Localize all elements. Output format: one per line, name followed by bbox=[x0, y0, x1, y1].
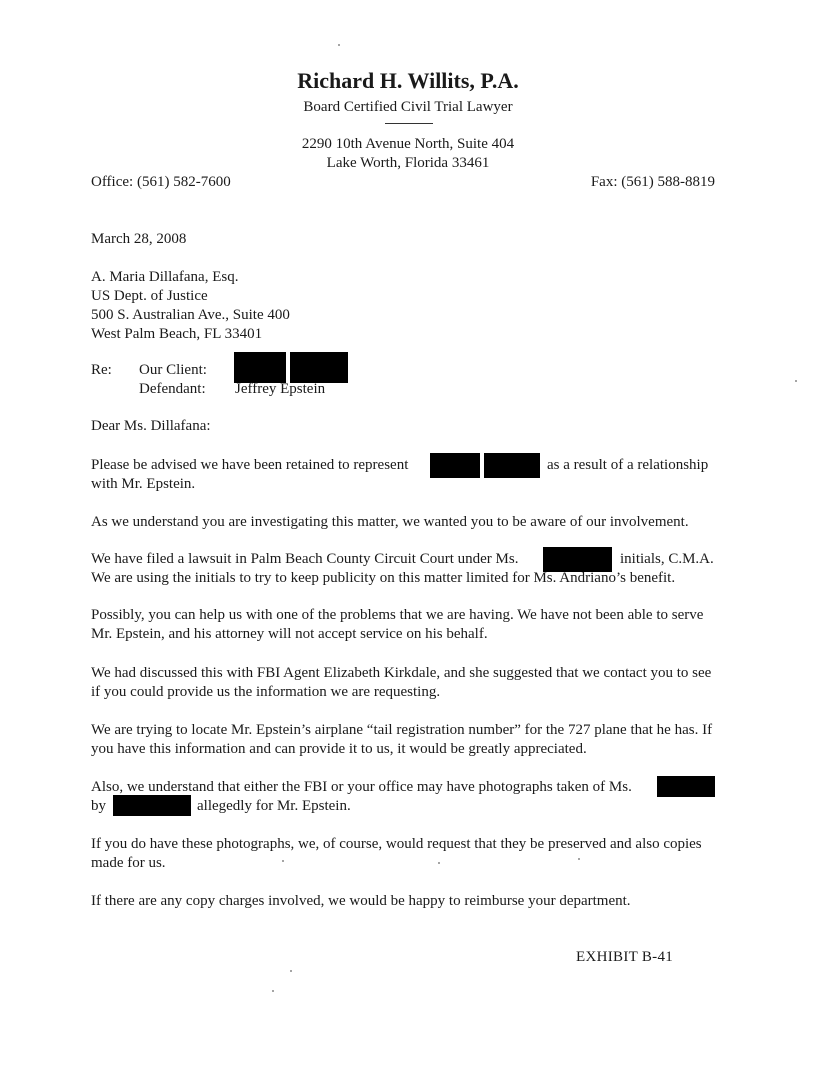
firm-subtitle: Board Certified Civil Trial Lawyer bbox=[303, 99, 513, 115]
redaction-box bbox=[113, 795, 191, 816]
letter-date: March 28, 2008 bbox=[91, 231, 187, 247]
paragraph-1-start: Please be advised we have been retained to represent bbox=[91, 457, 409, 473]
recipient-city: West Palm Beach, FL 33401 bbox=[91, 326, 263, 342]
recipient-org: US Dept. of Justice bbox=[91, 288, 208, 304]
redaction-box bbox=[430, 453, 480, 478]
paragraph-7-start: Also, we understand that either the FBI or your office may have photographs taken of Ms. bbox=[91, 779, 632, 795]
scan-speck bbox=[438, 862, 440, 864]
paragraph-7-end: allegedly for Mr. Epstein. bbox=[197, 798, 351, 814]
paragraph-1-mid: as a result of a relationship bbox=[547, 457, 709, 473]
paragraph-1-end: with Mr. Epstein. bbox=[91, 476, 196, 492]
paragraph-3-start: We have filed a lawsuit in Palm Beach County Circuit Court under Ms. bbox=[91, 551, 519, 567]
office-phone: Office: (561) 582-7600 bbox=[91, 174, 231, 190]
paragraph-4: Possibly, you can help us with one of the problems that we are having. We have not been able to serve Mr. Epstein, and his attorney will not accept service on his behalf. bbox=[91, 607, 704, 642]
paragraph-2: As we understand you are investigating this matter, we wanted you to be aware of our involvement. bbox=[91, 514, 689, 530]
redaction-box bbox=[234, 352, 286, 383]
redaction-box bbox=[657, 776, 715, 797]
re-client-label: Our Client: bbox=[139, 362, 207, 378]
firm-address-line1: 2290 10th Avenue North, Suite 404 bbox=[301, 136, 515, 152]
firm-name: Richard H. Willits, P.A. bbox=[297, 68, 519, 93]
scan-speck bbox=[578, 858, 580, 860]
salutation: Dear Ms. Dillafana: bbox=[91, 418, 211, 434]
re-defendant-name: Jeffrey Epstein bbox=[235, 381, 326, 397]
scan-speck bbox=[290, 970, 292, 972]
scan-speck bbox=[282, 860, 284, 862]
scan-speck bbox=[338, 44, 340, 46]
recipient-street: 500 S. Australian Ave., Suite 400 bbox=[91, 307, 290, 323]
paragraph-3-end: We are using the initials to try to keep publicity on this matter limited for Ms. Andriano’s benefit. bbox=[91, 570, 676, 586]
redaction-box bbox=[290, 352, 348, 383]
paragraph-8: If you do have these photographs, we, of course, would request that they be preserved and also copies made for us. bbox=[91, 836, 702, 871]
re-label: Re: bbox=[91, 362, 112, 378]
fax-number: Fax: (561) 588-8819 bbox=[590, 174, 715, 190]
paragraph-9: If there are any copy charges involved, we would be happy to reimburse your department. bbox=[91, 893, 631, 909]
letterhead-divider bbox=[385, 123, 433, 124]
paragraph-3-mid: initials, C.M.A. bbox=[620, 551, 714, 567]
firm-address-line2: Lake Worth, Florida 33461 bbox=[326, 155, 490, 171]
scan-speck bbox=[272, 990, 274, 992]
recipient-name: A. Maria Dillafana, Esq. bbox=[91, 269, 239, 285]
scan-speck bbox=[795, 380, 797, 382]
paragraph-6: We are trying to locate Mr. Epstein’s airplane “tail registration number” for the 727 plane that he has. If you have this information and can provide it to us, it would be greatly appreciated. bbox=[91, 722, 713, 757]
paragraph-5: We had discussed this with FBI Agent Elizabeth Kirkdale, and she suggested that we contact you to see if you could provide us the information we are requesting. bbox=[91, 665, 712, 700]
re-defendant-label: Defendant: bbox=[139, 381, 206, 397]
redaction-box bbox=[484, 453, 540, 478]
exhibit-label: EXHIBIT B-41 bbox=[576, 949, 674, 965]
paragraph-7-by: by bbox=[91, 798, 106, 814]
